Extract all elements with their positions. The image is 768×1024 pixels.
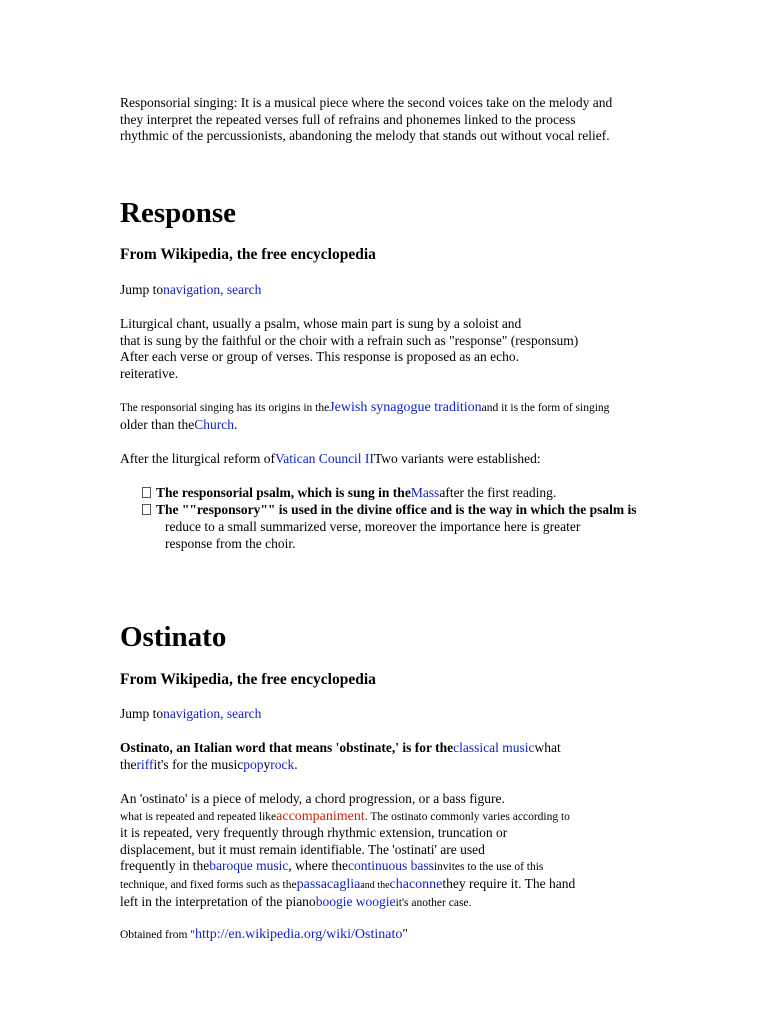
response-paragraph-1 [120,316,720,382]
continuous-bass-link[interactable]: continuous bass [347,858,434,873]
para-text: technique, and fixed forms such as the [120,878,297,891]
bullet-box-icon [142,504,151,515]
bullet-box-icon [142,487,151,498]
ostinato-title: Ostinato [120,621,227,653]
response-paragraph-2 [120,399,720,433]
riff-link[interactable]: riff [136,756,154,772]
bullet-continuation: response from the choir. [165,536,296,551]
baroque-music-link[interactable]: baroque music [209,858,289,873]
para-text: , where the [288,858,348,873]
obtained-suffix: " [402,926,408,941]
obtained-from-line [120,926,720,944]
pop-link[interactable]: pop [243,756,264,772]
para-line: After each verse or group of verses. This response is proposed as an echo. [120,349,520,364]
response-source: From Wikipedia, the free encyclopedia [120,246,376,263]
para-text: y [263,756,271,772]
para-text: what [534,740,561,755]
para-text: After the liturgical reform of [120,451,275,466]
obtained-prefix: Obtained from " [120,929,195,941]
rock-link[interactable]: rock [270,756,295,772]
para-line: displacement, but it must remain identifiable. The 'ostinati' are used [120,841,485,857]
boogie-woogie-link[interactable]: boogie woogie [315,894,396,909]
intro-line: they interpret the repeated verses full of refrains and phonemes linked to the process [120,111,576,127]
bullet-item [142,502,637,519]
para-text: and it is the form of singing [481,402,610,414]
ostinato-jump-line [120,706,720,723]
para-line: it is repeated, very frequently through rhythmic extension, truncation or [120,825,508,840]
para-text: the [120,756,137,772]
para-text: and the [360,879,390,891]
classical-music-link[interactable]: classical music [453,740,535,755]
para-text: invites to the use of this [433,861,544,873]
church-link[interactable]: Church [194,416,234,432]
para-text: they require it. The hand [442,875,576,891]
bullet-text: The responsorial psalm, which is sung in the [156,485,411,500]
ostinato-paragraph-2 [120,791,720,912]
ostinato-source: From Wikipedia, the free encyclopedia [120,671,376,688]
para-line: An 'ostinato' is a piece of melody, a chord progression, or a bass figure. [120,791,505,806]
para-text: . The ostinato commonly varies according to [364,810,570,823]
search-link[interactable]: search [226,282,262,297]
para-text: The responsorial singing has its origins in the [120,402,330,414]
link-comma: , [220,706,227,721]
para-text: . [294,756,298,772]
intro-paragraph [120,95,720,145]
link-comma: , [220,282,227,297]
response-title: Response [120,197,237,229]
chaconne-link[interactable]: chaconne [389,876,443,892]
vatican-council-link[interactable]: Vatican Council II [274,451,374,466]
para-text: Two variants were established: [373,451,541,466]
accompaniment-link[interactable]: accompaniment [276,808,365,824]
mass-link[interactable]: Mass [410,485,440,500]
para-text: Ostinato, an Italian word that means 'obstinate,' is for the [120,740,454,755]
navigation-link[interactable]: navigation [163,282,221,297]
ostinato-url-link[interactable]: http://en.wikipedia.org/wiki/Ostinato [194,927,403,942]
para-line: reiterative. [120,365,179,381]
intro-line: Responsorial singing: It is a musical piece where the second voices take on the melody and [120,95,613,110]
para-line: that is sung by the faithful or the choir with a refrain such as "response" (responsum) [120,332,579,348]
para-text: left in the interpretation of the piano [120,894,316,909]
para-text: frequently in the [120,858,210,873]
jewish-synagogue-tradition-link[interactable]: Jewish synagogue tradition [329,400,482,415]
bullet-item [142,485,556,502]
jump-prefix: Jump to [120,706,164,721]
search-link[interactable]: search [226,706,262,721]
passacaglia-link[interactable]: passacaglia [296,876,361,892]
para-text: older than the [120,416,195,432]
para-text: . [233,416,238,432]
navigation-link[interactable]: navigation [163,706,221,721]
bullet-text: after the first reading. [439,485,557,500]
response-jump-line [120,282,720,299]
bullet-text: The ""responsory"" is used in the divine office and is the way in which the psalm is [156,502,637,517]
para-line: Liturgical chant, usually a psalm, whose main part is sung by a soloist and [120,316,522,331]
para-text: it's for the music [153,756,244,772]
ostinato-paragraph-1 [120,740,720,773]
bullet-continuation: reduce to a small summarized verse, moreover the importance here is greater [165,519,581,534]
intro-line: rhythmic of the percussionists, abandoning the melody that stands out without vocal relief. [120,128,610,143]
response-paragraph-3 [120,451,720,468]
jump-prefix: Jump to [120,282,164,297]
para-text: it's another case. [395,897,472,909]
para-text: what is repeated and repeated like [120,810,277,823]
